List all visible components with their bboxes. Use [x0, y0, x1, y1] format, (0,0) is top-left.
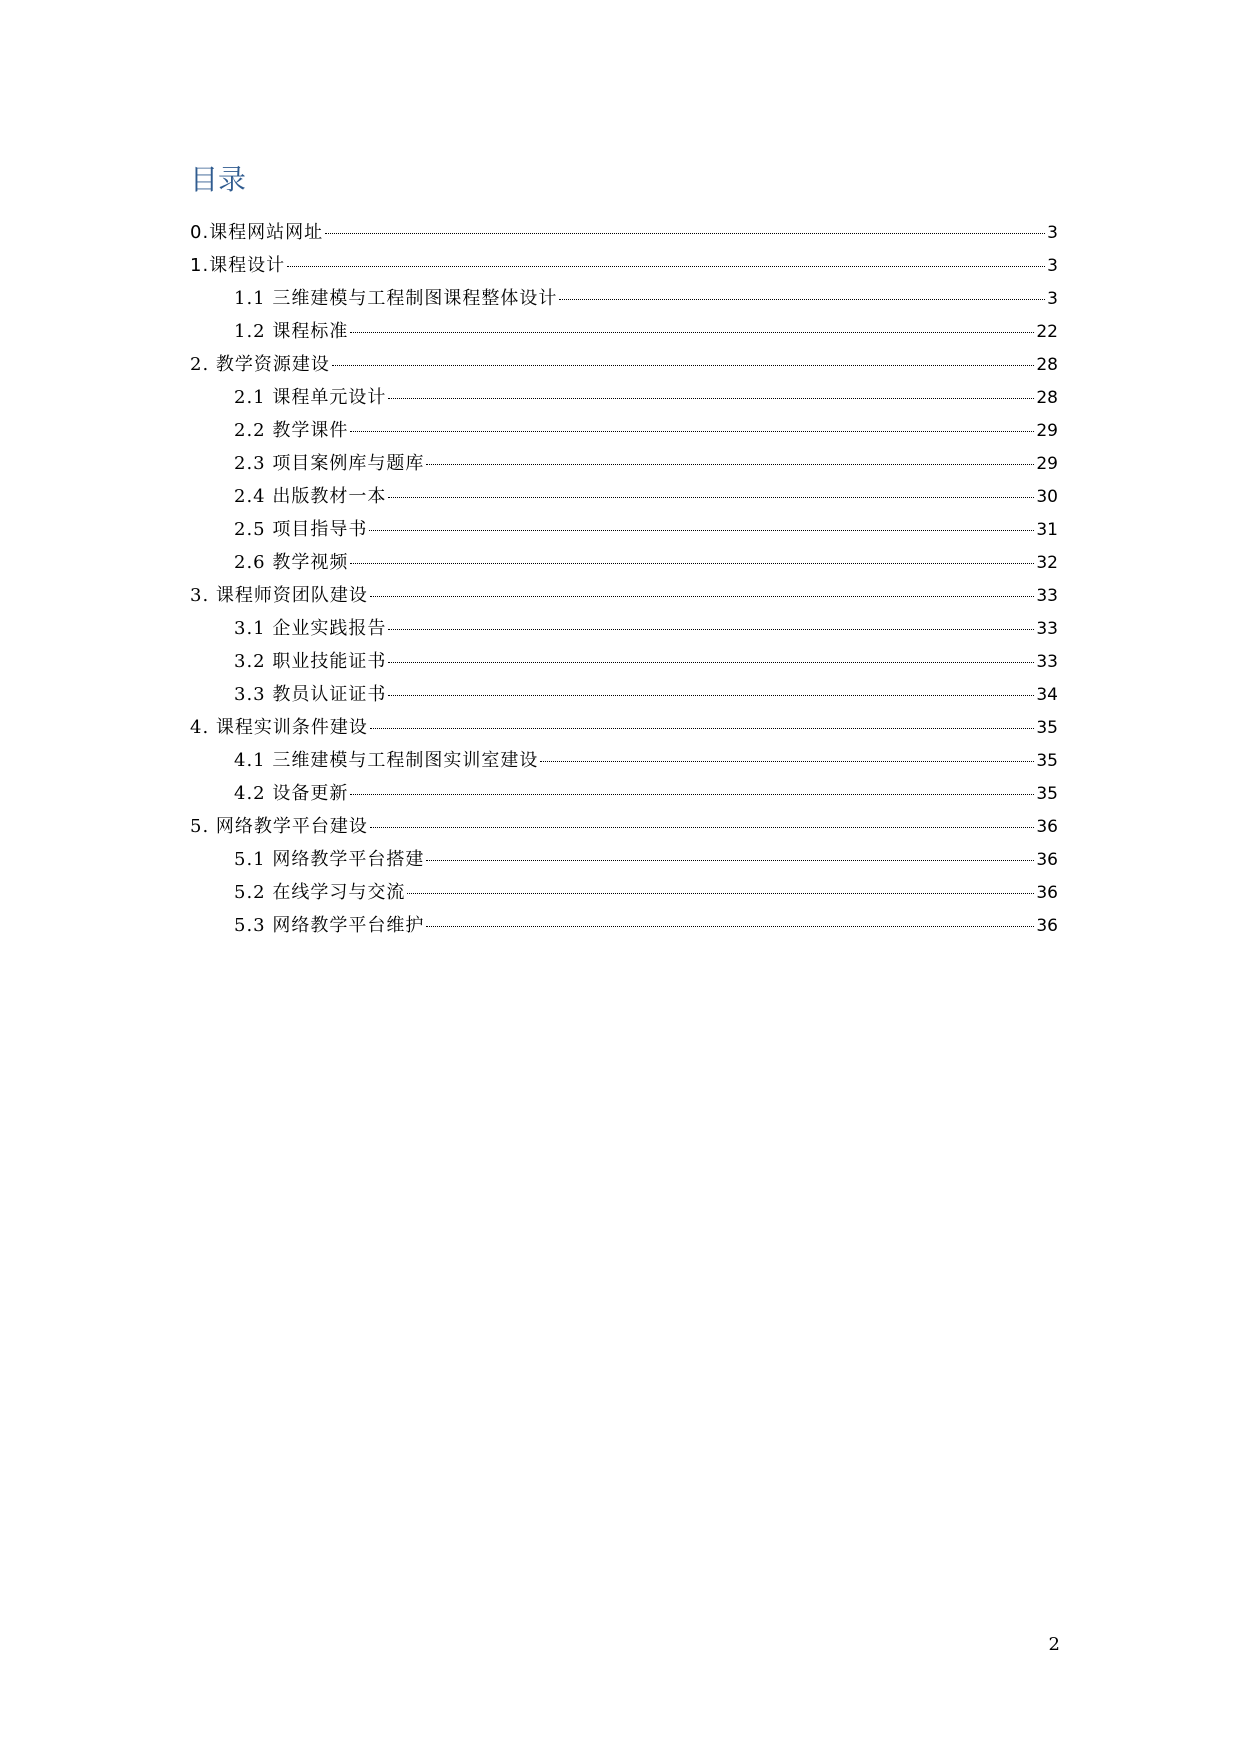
dot-leader [350, 794, 1034, 795]
toc-entry-page: 22 [1036, 322, 1058, 342]
toc-entry[interactable] [190, 354, 1058, 387]
toc-entry[interactable] [190, 618, 1058, 651]
toc-entry[interactable] [190, 816, 1058, 849]
dot-leader [370, 596, 1034, 597]
dot-leader [426, 464, 1034, 465]
toc-entry-page: 36 [1036, 883, 1058, 903]
toc-entry-label: 2.2 教学课件 [234, 420, 349, 441]
toc-entry-page: 35 [1036, 784, 1058, 804]
toc-entry-page: 28 [1036, 355, 1058, 375]
toc-entry[interactable] [190, 288, 1058, 321]
toc-entry[interactable] [190, 387, 1058, 420]
dot-leader [388, 497, 1034, 498]
toc-entry-label: 4.2 设备更新 [234, 783, 349, 804]
toc-entry-label: 1.2 课程标准 [234, 321, 349, 342]
toc-entry[interactable] [190, 321, 1058, 354]
toc-entry-label: 2.1 课程单元设计 [234, 387, 387, 408]
toc-entry-label: 3.3 教员认证证书 [234, 684, 387, 705]
toc-entry[interactable] [190, 717, 1058, 750]
toc-entry-page: 31 [1036, 520, 1058, 540]
toc-entry-label: 3.2 职业技能证书 [234, 651, 387, 672]
toc-entry-page: 33 [1036, 619, 1058, 639]
toc-entry[interactable] [190, 552, 1058, 585]
toc-entry[interactable] [190, 420, 1058, 453]
toc-entry[interactable] [190, 915, 1058, 948]
dot-leader [388, 629, 1034, 630]
toc-list [190, 222, 1058, 948]
toc-entry[interactable] [190, 783, 1058, 816]
toc-entry-label: 2.5 项目指导书 [234, 519, 368, 540]
toc-entry-label: 3.1 企业实践报告 [234, 618, 387, 639]
toc-entry-page: 30 [1036, 487, 1058, 507]
dot-leader [369, 530, 1034, 531]
dot-leader [559, 299, 1045, 300]
dot-leader [350, 431, 1034, 432]
dot-leader [332, 365, 1034, 366]
toc-entry-page: 36 [1036, 817, 1058, 837]
toc-entry-label: 5.1 网络教学平台搭建 [234, 849, 425, 870]
toc-entry-page: 28 [1036, 388, 1058, 408]
toc-entry[interactable] [190, 486, 1058, 519]
toc-entry[interactable] [190, 585, 1058, 618]
dot-leader [350, 332, 1034, 333]
toc-entry[interactable] [190, 519, 1058, 552]
dot-leader [287, 266, 1045, 267]
toc-entry-label: 4. 课程实训条件建设 [190, 717, 368, 738]
toc-entry-label: 2.6 教学视频 [234, 552, 349, 573]
dot-leader [370, 728, 1034, 729]
toc-entry-label: 1.1 三维建模与工程制图课程整体设计 [234, 288, 558, 309]
dot-leader [388, 662, 1034, 663]
toc-entry-label: 5.3 网络教学平台维护 [234, 915, 425, 936]
page-number: 2 [1048, 1634, 1060, 1655]
toc-entry-page: 3 [1047, 256, 1058, 276]
toc-entry-page: 36 [1036, 916, 1058, 936]
toc-entry-label: 5. 网络教学平台建设 [190, 816, 368, 837]
toc-entry-page: 34 [1036, 685, 1058, 705]
dot-leader [388, 398, 1034, 399]
dot-leader [370, 827, 1034, 828]
toc-entry-page: 33 [1036, 586, 1058, 606]
dot-leader [325, 233, 1045, 234]
dot-leader [350, 563, 1034, 564]
toc-entry[interactable] [190, 849, 1058, 882]
toc-entry-page: 3 [1047, 223, 1058, 243]
toc-entry-label: 2. 教学资源建设 [190, 354, 330, 375]
toc-entry-page: 3 [1047, 289, 1058, 309]
toc-entry-label: 1.课程设计 [190, 255, 286, 276]
toc-title: 目录 [190, 163, 247, 196]
toc-entry-label: 3. 课程师资团队建设 [190, 585, 368, 606]
toc-entry[interactable] [190, 453, 1058, 486]
toc-entry-page: 32 [1036, 553, 1058, 573]
toc-entry-label: 0.课程网站网址 [190, 222, 324, 243]
dot-leader [388, 695, 1034, 696]
toc-entry[interactable] [190, 255, 1058, 288]
toc-entry[interactable] [190, 684, 1058, 717]
dot-leader [426, 860, 1034, 861]
toc-entry-page: 29 [1036, 454, 1058, 474]
toc-entry[interactable] [190, 750, 1058, 783]
toc-entry-label: 5.2 在线学习与交流 [234, 882, 406, 903]
dot-leader [407, 893, 1034, 894]
toc-entry-label: 2.3 项目案例库与题库 [234, 453, 425, 474]
toc-entry-page: 29 [1036, 421, 1058, 441]
toc-entry-page: 35 [1036, 718, 1058, 738]
toc-entry-page: 35 [1036, 751, 1058, 771]
toc-entry-page: 36 [1036, 850, 1058, 870]
toc-entry-page: 33 [1036, 652, 1058, 672]
toc-entry[interactable] [190, 222, 1058, 255]
toc-entry[interactable] [190, 882, 1058, 915]
toc-entry[interactable] [190, 651, 1058, 684]
toc-entry-label: 4.1 三维建模与工程制图实训室建设 [234, 750, 539, 771]
toc-entry-label: 2.4 出版教材一本 [234, 486, 387, 507]
dot-leader [540, 761, 1034, 762]
dot-leader [426, 926, 1034, 927]
